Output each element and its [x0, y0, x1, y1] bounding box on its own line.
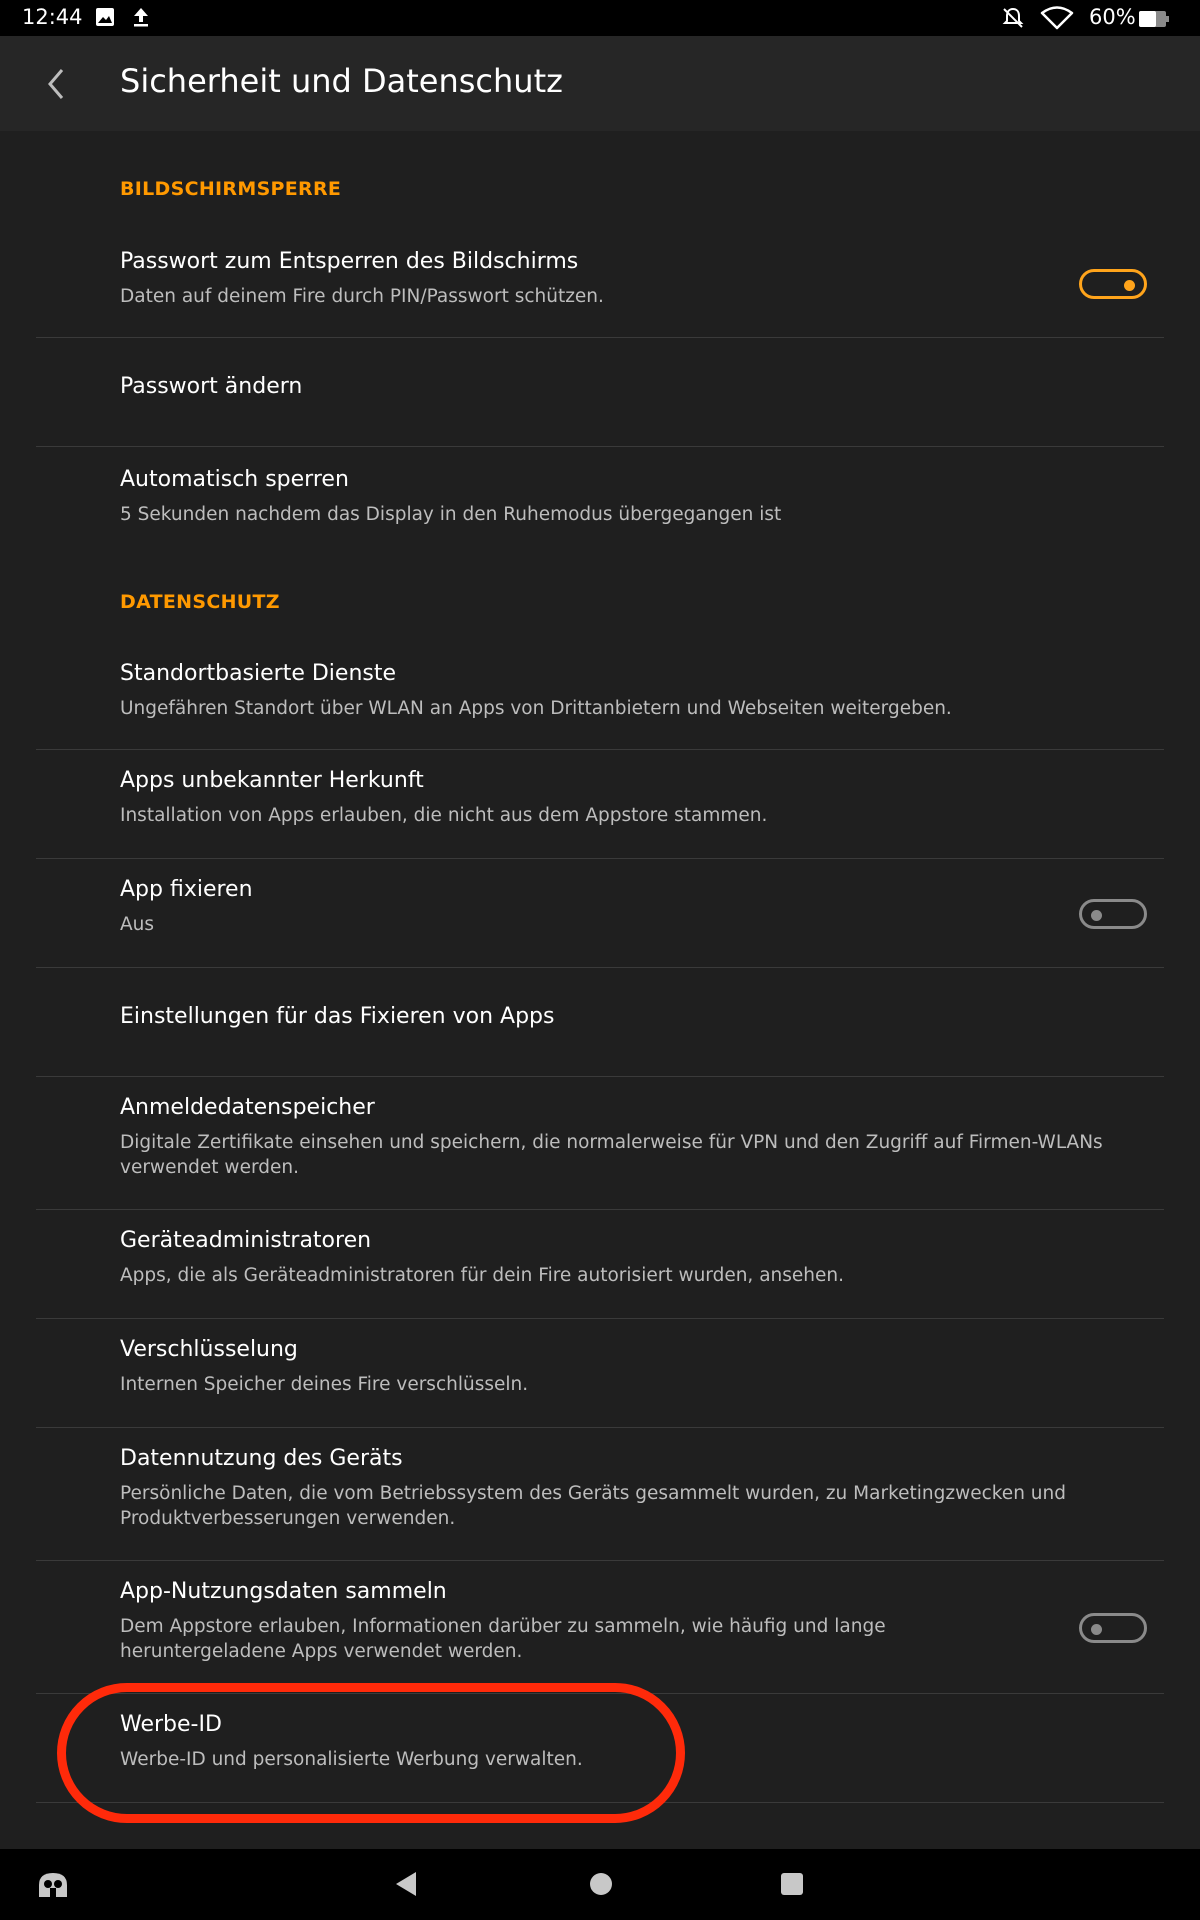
alexa-icon[interactable]	[36, 1867, 70, 1903]
setting-unknown-sources[interactable]	[36, 750, 1164, 858]
setting-title: App fixieren	[120, 877, 253, 902]
status-time: 12:44	[22, 5, 83, 29]
chevron-left-icon	[38, 64, 74, 104]
toggle-knob	[1124, 280, 1135, 291]
setting-subtitle: Persönliche Daten, die vom Betriebssystem des Geräts gesammelt wurden, zu Marketingzwecken und Produktverbesserungen verwenden.	[120, 1483, 1066, 1529]
setting-app-usage-data[interactable]	[36, 1561, 1164, 1693]
setting-credential-storage[interactable]	[36, 1077, 1164, 1209]
setting-subtitle: Ungefähren Standort über WLAN an Apps von Drittanbietern und Webseiten weitergeben.	[120, 698, 952, 719]
battery-percentage: 60%	[1089, 5, 1136, 29]
setting-title: Verschlüsselung	[120, 1337, 298, 1362]
recents-square-icon[interactable]	[780, 1872, 804, 1900]
setting-location-services[interactable]	[36, 643, 1164, 749]
setting-title: Passwort ändern	[120, 374, 303, 399]
settings-list	[0, 131, 1200, 1849]
toggle-knob	[1091, 1624, 1102, 1635]
setting-title: Werbe-ID	[120, 1712, 222, 1737]
app-pinning-toggle[interactable]	[1079, 899, 1147, 929]
setting-subtitle: 5 Sekunden nachdem das Display in den Ruhemodus übergegangen ist	[120, 504, 782, 525]
toggle-knob	[1091, 910, 1102, 921]
setting-device-data-usage[interactable]	[36, 1428, 1164, 1560]
battery-icon	[1139, 9, 1171, 33]
setting-subtitle: Dem Appstore erlauben, Informationen darüber zu sammeln, wie häufig und lange heruntergeladene Apps verwendet werden.	[120, 1616, 886, 1662]
setting-subtitle: Digitale Zertifikate einsehen und speichern, die normalerweise für VPN und den Zugriff auf Firmen-WLANs verwendet werden.	[120, 1132, 1103, 1178]
setting-title: Standortbasierte Dienste	[120, 661, 397, 686]
upload-icon	[130, 6, 152, 33]
home-circle-icon[interactable]	[588, 1871, 614, 1901]
setting-title: App-Nutzungsdaten sammeln	[120, 1579, 447, 1604]
setting-subtitle: Apps, die als Geräteadministratoren für dein Fire autorisiert wurden, ansehen.	[120, 1265, 844, 1286]
setting-change-password[interactable]	[36, 338, 1164, 446]
setting-title: Passwort zum Entsperren des Bildschirms	[120, 249, 579, 274]
section-header-screen-lock: BILDSCHIRMSPERRE	[120, 178, 342, 200]
setting-title: Anmeldedatenspeicher	[120, 1095, 375, 1120]
section-header-privacy: DATENSCHUTZ	[120, 591, 280, 613]
setting-auto-lock[interactable]	[36, 447, 1164, 547]
setting-encryption[interactable]	[36, 1319, 1164, 1427]
setting-title: Automatisch sperren	[120, 467, 349, 492]
setting-app-pinning[interactable]	[36, 859, 1164, 967]
highlight-annotation	[57, 1683, 685, 1823]
status-bar	[0, 0, 1200, 36]
setting-subtitle: Installation von Apps erlauben, die nicht aus dem Appstore stammen.	[120, 805, 768, 826]
app-usage-data-toggle[interactable]	[1079, 1613, 1147, 1643]
wifi-icon	[1040, 6, 1074, 35]
notifications-off-icon	[1001, 6, 1025, 35]
setting-subtitle: Werbe-ID und personalisierte Werbung verwalten.	[120, 1749, 583, 1770]
image-icon	[94, 6, 116, 33]
navigation-bar	[0, 1849, 1200, 1920]
setting-title: Apps unbekannter Herkunft	[120, 768, 424, 793]
setting-subtitle: Aus	[120, 914, 155, 935]
page-title: Sicherheit und Datenschutz	[120, 62, 563, 100]
setting-app-pinning-settings[interactable]	[36, 968, 1164, 1076]
back-triangle-icon[interactable]	[392, 1869, 420, 1903]
setting-title: Geräteadministratoren	[120, 1228, 372, 1253]
unlock-password-toggle[interactable]	[1079, 269, 1147, 299]
app-bar	[0, 36, 1200, 131]
back-button[interactable]	[38, 64, 74, 104]
setting-device-administrators[interactable]	[36, 1210, 1164, 1318]
setting-title: Datennutzung des Geräts	[120, 1446, 403, 1471]
setting-subtitle: Internen Speicher deines Fire verschlüsseln.	[120, 1374, 529, 1395]
setting-title: Einstellungen für das Fixieren von Apps	[120, 1004, 555, 1029]
setting-subtitle: Daten auf deinem Fire durch PIN/Passwort schützen.	[120, 286, 604, 307]
setting-unlock-password[interactable]	[36, 231, 1164, 337]
